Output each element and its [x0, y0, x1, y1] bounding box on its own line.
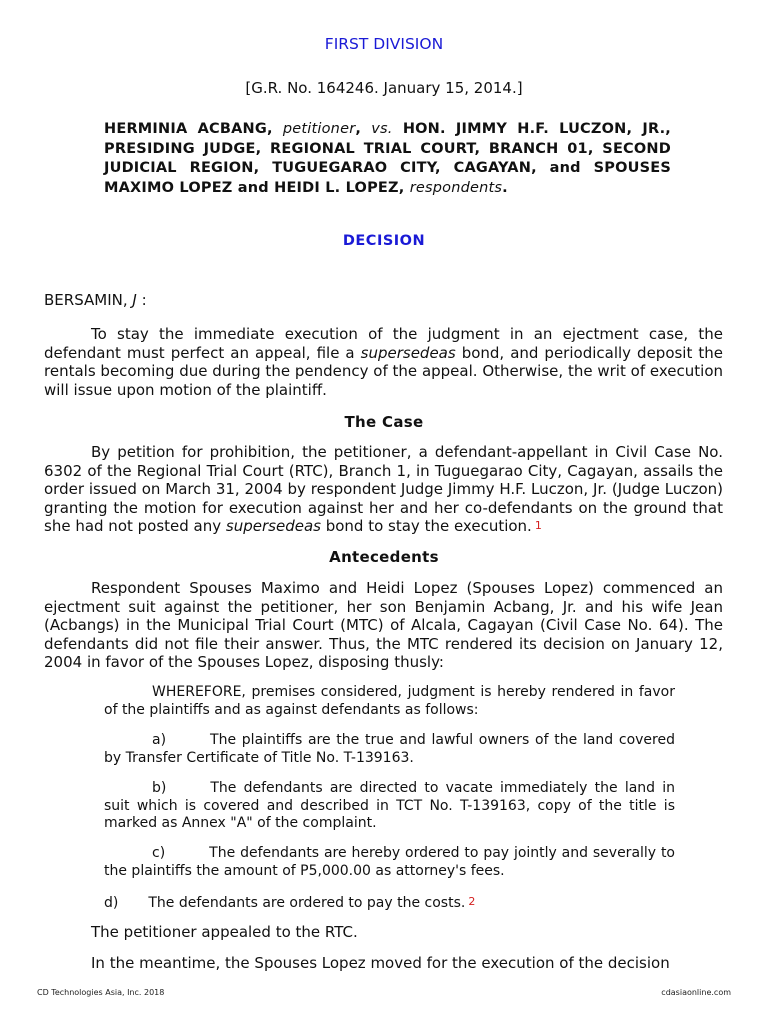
intro-paragraph: [44, 325, 723, 399]
footnote-link-2[interactable]: 2: [468, 895, 476, 908]
case-heading: The Case: [344, 413, 424, 431]
appeal-paragraph: The petitioner appealed to the RTC.: [91, 923, 358, 941]
ponente: [44, 291, 147, 309]
quote-c-text: The defendants are hereby ordered to pay jointly and severally to the plaintiffs the amount of P5,000.00 as attorney's fees.: [104, 845, 675, 879]
quote-item-d: [104, 893, 675, 913]
petitioner-role: petitioner: [282, 121, 356, 137]
case-text-1: By petition for prohibition, the petitioner, a defendant-appellant in Civil Case No. 6302 of the Regional Trial Court (RTC), Branch 1, in Tuguegarao City, Cagayan, assails the order issued on March 31, 2004 by respondent Judge Jimmy H.F. Luczon, Jr. (Judge Luczon) granting the motion for execution against her and her co-defendants on the ground that she had not posted any: [44, 443, 723, 535]
antecedents-paragraph: Respondent Spouses Maximo and Heidi Lopez (Spouses Lopez) commenced an ejectment suit against the petitioner, her son Benjamin Acbang, Jr. and his wife Jean (Acbangs) in the Municipal Trial Court (MTC) of Alcala, Cagayan (Civil Case No. 64). The defendants did not file their answer. Thus, the MTC rendered its decision on January 12, 2004 in favor of the Spouses Lopez, disposing thusly:: [44, 579, 723, 671]
decision-title: DECISION: [342, 233, 426, 249]
intro-text-1: To stay the immediate execution of the judgment in an ejectment case, the defendant must perfect an appeal, file a: [44, 325, 723, 362]
petitioner-name: HERMINIA ACBANG: [104, 121, 267, 137]
quote-item-c: [104, 845, 675, 880]
quote-d-text: The defendants are ordered to pay the costs.: [148, 895, 466, 911]
ponente-colon: :: [141, 291, 147, 309]
quote-b-label: b): [152, 780, 167, 796]
footer-website[interactable]: cdasiaonline.com: [661, 988, 731, 997]
ponente-title: J: [132, 291, 137, 309]
intro-text-2: bond, and periodically deposit the rentals becoming due during the pendency of the appeal. Otherwise, the writ of execution will issue upon motion of the plaintiff.: [44, 343, 723, 399]
quote-d-label: d): [104, 895, 119, 911]
antecedents-heading: Antecedents: [329, 548, 439, 566]
quote-c-label: c): [152, 845, 166, 861]
intro-italic: supersedeas: [360, 343, 456, 362]
meantime-paragraph: In the meantime, the Spouses Lopez moved for the execution of the decision: [91, 954, 670, 972]
quote-a-label: a): [152, 732, 167, 748]
respondents-role: respondents: [409, 179, 503, 196]
case-italic: supersedeas: [225, 517, 321, 535]
case-parties: HERMINIA ACBANG, petitioner, vs. HON. JIMMY H.F. LUCZON, JR., PRESIDING JUDGE, REGIONAL TRIAL COURT, BRANCH 01, SECOND JUDICIAL REGION, TUGUEGARAO CITY, CAGAYAN, and SPOUSES MAXIMO LOPEZ and HEIDI L. LOPEZ, respondents.: [104, 121, 671, 196]
case-text-2: bond to stay the execution.: [320, 517, 532, 535]
quote-b-text: The defendants are directed to vacate immediately the land in suit which is covered and described in TCT No. T-139163, copy of the title is marked as Annex "A" of the complaint.: [104, 780, 675, 831]
quote-item-a: [104, 732, 675, 767]
ponente-name: BERSAMIN,: [44, 291, 128, 309]
quote-wherefore: WHEREFORE, premises considered, judgment is hereby rendered in favor of the plaintiffs and as against defendants as follows:: [104, 684, 675, 718]
versus: vs.: [371, 121, 393, 137]
case-paragraph: [44, 443, 723, 536]
quote-item-b: [104, 780, 675, 833]
respondents-names: HON. JIMMY H.F. LUCZON, JR., PRESIDING JUDGE, REGIONAL TRIAL COURT, BRANCH 01, SECOND JUDICIAL REGION, TUGUEGARAO CITY, CAGAYAN, and SPOUSES MAXIMO LOPEZ and HEIDI L. LOPEZ: [104, 121, 671, 196]
case-number: [G.R. No. 164246. January 15, 2014.]: [245, 79, 523, 97]
footer-copyright: CD Technologies Asia, Inc. 2018: [37, 988, 165, 997]
quote-a-text: The plaintiffs are the true and lawful owners of the land covered by Transfer Certificate of Title No. T-139163.: [104, 732, 675, 766]
division-heading: FIRST DIVISION: [324, 35, 444, 53]
footnote-link-1[interactable]: 1: [534, 519, 542, 532]
